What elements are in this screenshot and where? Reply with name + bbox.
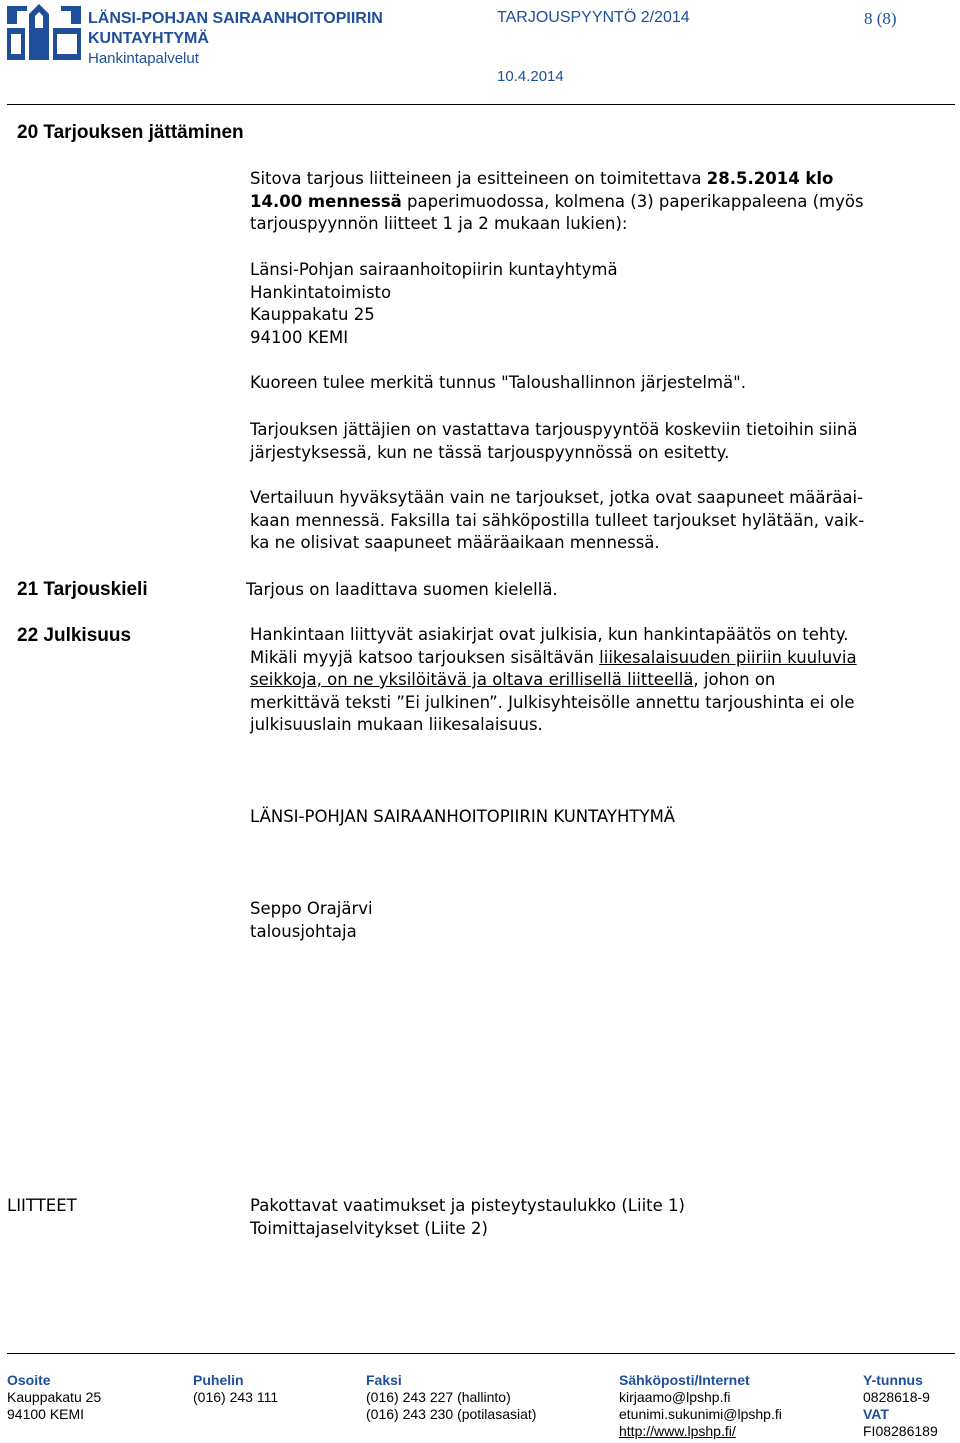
header-org [88, 9, 383, 69]
footer-vat-label: VAT [863, 1406, 889, 1422]
deadline-line: Vertailuun hyväksytään vain ne tarjoukset, jotka ovat saapuneet määräai- [250, 488, 864, 507]
footer-address-line: Kauppakatu 25 [7, 1389, 102, 1405]
footer-email-link[interactable]: etunimi.sukunimi@lpshp.fi [619, 1406, 782, 1422]
footer-ytunnus [863, 1372, 938, 1440]
attachments-list [250, 1195, 685, 1240]
section-21-title: 21 Tarjouskieli [17, 579, 148, 600]
attachment-item: Pakottavat vaatimukset ja pisteytystaulukko (Liite 1) [250, 1196, 685, 1215]
footer-email-label: Sähköposti/Internet [619, 1372, 750, 1388]
signature-role: talousjohtaja [250, 921, 357, 941]
s22-line4: merkittävä teksti ”Ei julkinen”. Julkisyhteisölle annettu tarjoushinta ei ole [250, 692, 855, 712]
logo-icon [5, 4, 83, 62]
footer-fax [366, 1372, 536, 1423]
section-22-paragraph [250, 624, 857, 737]
s22-line2a: Mikäli myyjä katsoo tarjouksen sisältävän [250, 647, 600, 667]
s20-p1-line1b: 28.5.2014 klo [706, 169, 834, 188]
signature-block [250, 898, 373, 943]
attachments-label: LIITTEET [7, 1196, 77, 1215]
section-20-paragraph [250, 168, 864, 236]
header-page-number: 8 (8) [864, 9, 897, 28]
order-line: järjestyksessä, kun ne tässä tarjouspyynnössä on esitetty. [250, 442, 730, 462]
s22-line1: Hankintaan liittyvät asiakirjat ovat julkisia, kun hankintapäätös on tehty. [250, 625, 849, 644]
s22-line3b: , johon on [693, 670, 776, 689]
deadline-note [250, 487, 864, 555]
header-org-line1: LÄNSI-POHJAN SAIRAANHOITOPIIRIN [88, 10, 383, 27]
footer-phone-number: (016) 243 111 [193, 1389, 279, 1405]
address-line: Länsi-Pohjan sairaanhoitopiirin kuntayhtymä [250, 260, 618, 279]
s20-p1-line2a: 14.00 mennessä [250, 191, 402, 211]
order-note [250, 419, 858, 464]
deadline-line: ka ne olisivat saapuneet määräaikaan mennessä. [250, 533, 660, 552]
header-date: 10.4.2014 [497, 68, 564, 85]
header-rule [7, 104, 955, 105]
footer-rule [7, 1353, 955, 1354]
footer-email [619, 1372, 782, 1440]
footer-vat-value: FI08286189 [863, 1423, 938, 1439]
footer-fax-label: Faksi [366, 1372, 402, 1388]
signature-org: LÄNSI-POHJAN SAIRAANHOITOPIIRIN KUNTAYHTYMÄ [250, 807, 676, 826]
address-line: 94100 KEMI [250, 327, 349, 347]
section-21-text: Tarjous on laadittava suomen kielellä. [246, 580, 558, 599]
footer-address-line: 94100 KEMI [7, 1406, 85, 1422]
address-line: Kauppakatu 25 [250, 305, 375, 324]
header-org-line3: Hankintapalvelut [88, 50, 199, 67]
footer-ytunnus-label: Y-tunnus [863, 1372, 923, 1388]
section-20-title: 20 Tarjouksen jättäminen [17, 122, 244, 143]
s22-line3-underlined: seikkoja, on ne yksilöitävä ja oltava erillisellä liitteellä [250, 670, 694, 689]
attachment-item: Toimittajaselvitykset (Liite 2) [250, 1218, 488, 1238]
footer-ytunnus-value: 0828618-9 [863, 1389, 930, 1405]
header-doc-title: TARJOUSPYYNTÖ 2/2014 [497, 9, 690, 26]
footer-fax-line: (016) 243 227 (hallinto) [366, 1389, 511, 1405]
delivery-address [250, 259, 618, 349]
s20-p1-line3: tarjouspyynnön liitteet 1 ja 2 mukaan lukien): [250, 214, 628, 233]
footer-phone [193, 1372, 278, 1406]
signature-name: Seppo Orajärvi [250, 899, 373, 918]
s22-line2-underlined: liikesalaisuuden piiriin kuuluvia [599, 647, 857, 667]
footer-address [7, 1372, 101, 1423]
header-org-line2: KUNTAYHTYMÄ [88, 30, 209, 47]
address-line: Hankintatoimisto [250, 282, 392, 302]
s22-line5: julkisuuslain mukaan liikesalaisuus. [250, 715, 543, 734]
section-22-title: 22 Julkisuus [17, 625, 132, 646]
footer-address-label: Osoite [7, 1372, 51, 1388]
order-line: Tarjouksen jättäjien on vastattava tarjouspyyntöä koskeviin tietoihin siinä [250, 420, 858, 439]
s20-p1-line2b: paperimuodossa, kolmena (3) paperikappaleena (myös [401, 191, 864, 211]
footer-email-link[interactable]: kirjaamo@lpshp.fi [619, 1389, 731, 1405]
footer-website-link[interactable]: http://www.lpshp.fi/ [619, 1423, 736, 1439]
footer-phone-label: Puhelin [193, 1372, 244, 1388]
envelope-note: Kuoreen tulee merkitä tunnus "Taloushallinnon järjestelmä". [250, 373, 746, 392]
footer-fax-line: (016) 243 230 (potilasasiat) [366, 1406, 537, 1422]
deadline-line: kaan mennessä. Faksilla tai sähköpostilla tulleet tarjoukset hylätään, vaik- [250, 510, 865, 530]
s20-p1-line1a: Sitova tarjous liitteineen ja esitteineen on toimitettava [250, 169, 707, 188]
